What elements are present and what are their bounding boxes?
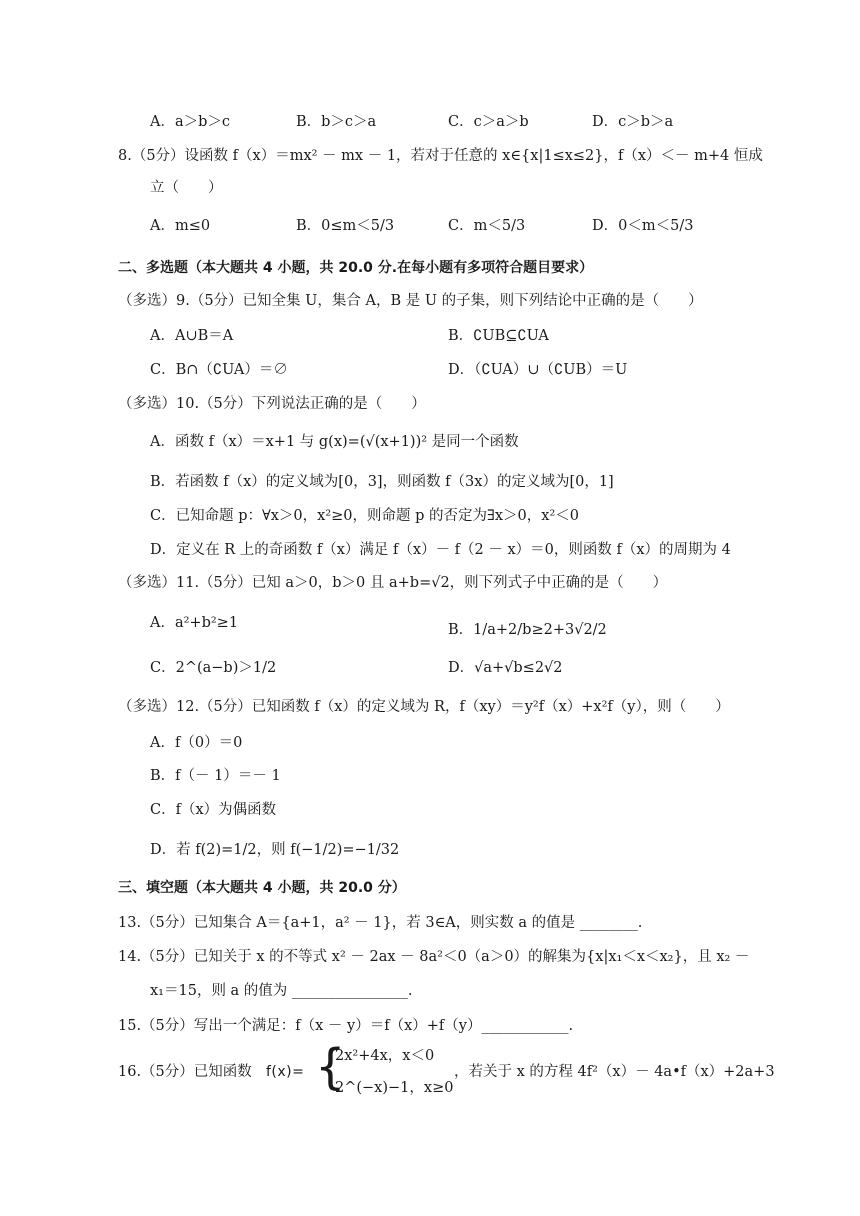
option-text: C．c＞a＞b xyxy=(448,114,529,130)
q10-option-c: C．已知命题 p：∀x＞0，x²≥0，则命题 p 的否定为∃x＞0，x²＜0 xyxy=(150,508,579,524)
q11-option-b: B．1/a+2/b≥2+3√2/2 xyxy=(448,622,607,638)
q8-stem-line1: 8.（5分）设函数 f（x）＝mx² － mx － 1，若对于任意的 x∈{x|1≤x≤2}，f（x）＜－ m+4 恒成 xyxy=(118,148,763,164)
q11-option-a: A．a²+b²≥1 xyxy=(150,615,239,631)
q14-stem-line1: 14.（5分）已知关于 x 的不等式 x² － 2ax － 8a²＜0（a＞0）的解集为{x|x₁＜x＜x₂}，且 x₂ － xyxy=(118,949,750,965)
q8-stem-line2: 立（ ） xyxy=(150,180,223,196)
option-text: B．b＞c＞a xyxy=(296,114,377,130)
q16-piece-2: 2^(−x)−1，x≥0 xyxy=(335,1080,454,1096)
q14-stem-line2: x₁＝15，则 a 的值为 ________________. xyxy=(150,983,413,999)
q9-option-b: B．∁UB⊆∁UA xyxy=(448,328,549,344)
q9-option-c: C．B∩（∁UA）＝∅ xyxy=(150,362,288,378)
q16-suffix: ，若关于 x 的方程 4f²（x）－ 4a•f（x）+2a+3 xyxy=(454,1064,775,1080)
q11-stem: （多选）11.（5分）已知 a＞0，b＞0 且 a+b=√2，则下列式子中正确的是（ ） xyxy=(118,575,668,591)
q9-option-d: D．（∁UA）∪（∁UB）＝U xyxy=(448,362,628,378)
q12-option-b: B．f（－ 1）＝－ 1 xyxy=(150,768,281,784)
q11-option-c: C．2^(a−b)＞1/2 xyxy=(150,660,277,676)
q10-stem: （多选）10.（5分）下列说法正确的是（ ） xyxy=(118,396,426,412)
q9-stem: （多选）9.（5分）已知全集 U，集合 A，B 是 U 的子集，则下列结论中正确的是（ ） xyxy=(118,293,703,309)
section-heading-multiple-choice: 二、多选题（本大题共 4 小题，共 20.0 分.在每小题有多项符合题目要求） xyxy=(118,260,594,276)
option-text: D．c＞b＞a xyxy=(592,114,674,130)
q8-option-b: B．0≤m＜5/3 xyxy=(296,218,395,234)
q13-stem: 13.（5分）已知集合 A＝{a+1，a² － 1}，若 3∈A，则实数 a 的值是 ________. xyxy=(118,915,643,931)
q8-option-a: A．m≤0 xyxy=(150,218,211,234)
piecewise-brace: { xyxy=(315,1039,346,1095)
option-text: A．a＞b＞c xyxy=(150,114,231,130)
q15-stem: 15.（5分）写出一个满足：f（x － y）＝f（x）+f（y）____________. xyxy=(118,1018,574,1034)
q10-option-b: B．若函数 f（x）的定义域为[0，3]，则函数 f（3x）的定义域为[0，1] xyxy=(150,474,614,490)
q16-function-name: f(x)= xyxy=(266,1064,305,1080)
q12-stem: （多选）12.（5分）已知函数 f（x）的定义域为 R，f（xy）＝y²f（x）+x²f（y），则（ ） xyxy=(118,699,730,715)
q12-option-a: A．f（0）＝0 xyxy=(150,735,243,751)
q9-option-a: A．A∪B＝A xyxy=(150,328,234,344)
q16-prefix: 16.（5分）已知函数 xyxy=(118,1064,252,1080)
q16-piece-1: 2x²+4x，x＜0 xyxy=(335,1048,435,1064)
q7-option-d xyxy=(592,112,673,132)
q7-option-a xyxy=(150,112,230,132)
q8-option-d: D．0＜m＜5/3 xyxy=(592,218,694,234)
q12-option-d: D．若 f(2)=1/2，则 f(−1/2)=−1/32 xyxy=(150,842,400,858)
q10-option-a: A．函数 f（x）＝x+1 与 g(x)=(√(x+1))² 是同一个函数 xyxy=(150,434,519,450)
q10-option-d: D．定义在 R 上的奇函数 f（x）满足 f（x）－ f（2 － x）＝0，则函数 f（x）的周期为 4 xyxy=(150,542,731,558)
q12-option-c: C．f（x）为偶函数 xyxy=(150,802,277,818)
q7-option-b xyxy=(296,112,376,132)
section-heading-fill-in: 三、填空题（本大题共 4 小题，共 20.0 分） xyxy=(118,880,406,896)
q11-option-d: D．√a+√b≤2√2 xyxy=(448,660,563,676)
q7-option-c xyxy=(448,112,529,132)
q8-option-c: C．m＜5/3 xyxy=(448,218,526,234)
